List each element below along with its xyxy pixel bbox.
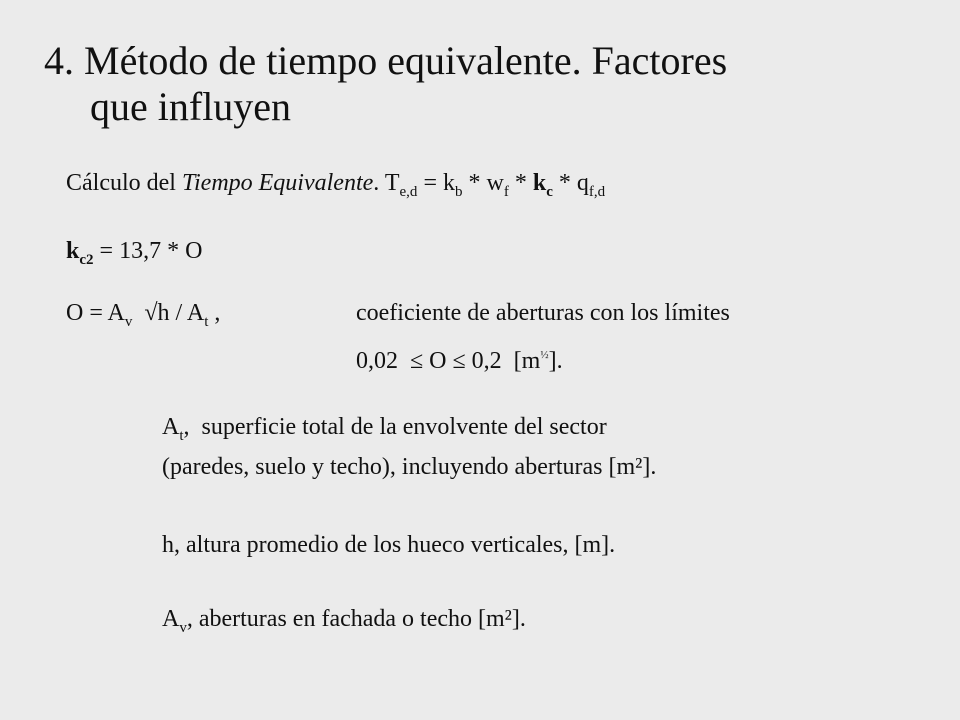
at-definition-line-1: $A_t$, superficie total de la envolvente del sector — [162, 414, 607, 444]
opening-factor-description: coeficiente de aberturas con los límites — [356, 300, 730, 326]
at-definition-line-2: (paredes, suelo y techo), incluyendo aberturas [m²]. — [162, 454, 657, 480]
equivalent-time-formula: Cálculo del Tiempo Equivalente. $T_{e,d} = k_b * w_f * k_c * q_{f,d}$ — [66, 170, 606, 200]
title-line-2: que influyen — [90, 84, 292, 129]
opening-factor-limits: 0,02 ≤ O ≤ 0,2 $[m^{\frac{1}{2}}]$. — [356, 348, 563, 374]
av-definition: $A_v$, aberturas en fachada o techo [m²]. — [162, 606, 526, 636]
slide-title — [44, 38, 924, 130]
kc2-formula: $k_{c2} = 13,7 * O$ — [66, 238, 203, 268]
h-definition: h, altura promedio de los hueco verticales, [m]. — [162, 532, 616, 558]
opening-factor-formula: $O = A_v$ $√h / A_t$ , — [66, 300, 221, 330]
title-line-1: 4. Método de tiempo equivalente. Factores — [44, 38, 728, 83]
